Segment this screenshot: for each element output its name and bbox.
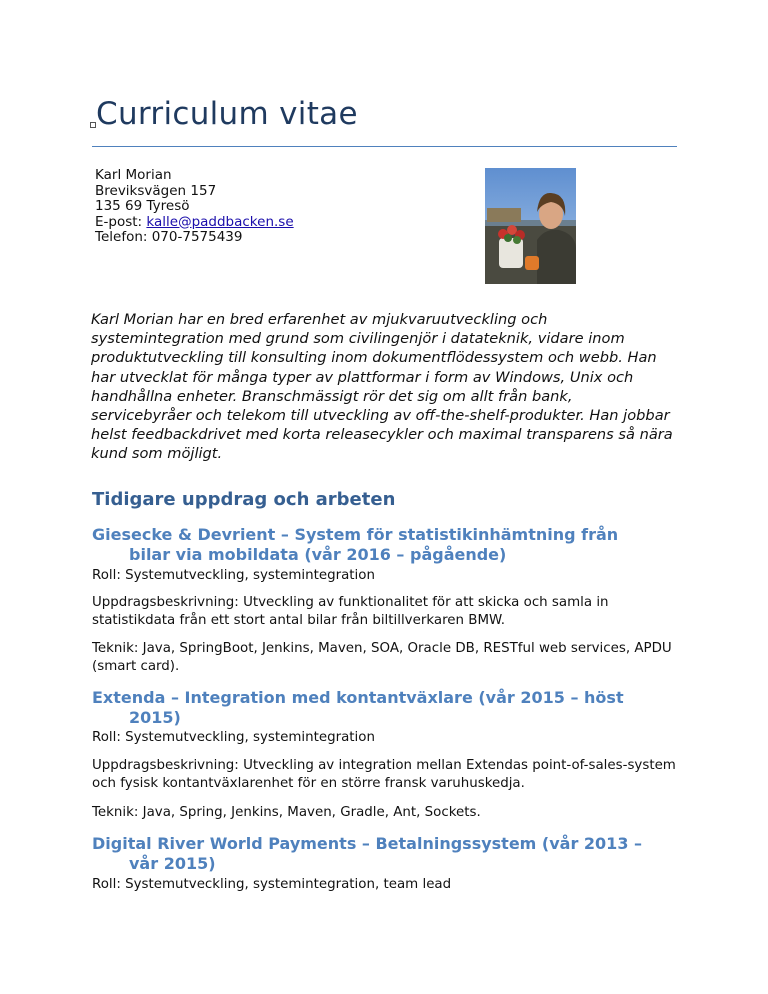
section-heading-experience: Tidigare uppdrag och arbeten — [92, 489, 396, 510]
contact-block — [95, 168, 294, 246]
entry-title-line1: Digital River World Payments – Betalningssystem (vår 2013 – — [92, 834, 643, 853]
title-block — [90, 94, 678, 134]
title-divider — [92, 146, 677, 147]
contact-phone: Telefon: 070-7575439 — [95, 229, 243, 245]
entry-title — [92, 525, 672, 565]
entry-title — [92, 834, 672, 874]
entry-description: Uppdragsbeskrivning: Utveckling av integration mellan Extendas point-of-sales-system och fysisk kontantväxlarenhet för en större fransk varuhuskedja. — [92, 758, 676, 791]
anchor-icon — [90, 122, 96, 128]
entry-title-line2: vår 2015) — [129, 854, 216, 873]
profile-photo — [485, 168, 576, 284]
contact-city: 135 69 Tyresö — [95, 198, 190, 214]
email-label: E-post: — [95, 213, 147, 230]
profile-summary: Karl Morian har en bred erfarenhet av mjukvaruutveckling och systemintegration med grund som civilingenjör i datateknik, vidare inom produktutveckling till konsulting inom dokumentflödessystem och webb. Han har utvecklat för många typer av plattformar i form av Windows, Unix och handhållna enheter. Branschmässigt rör det sig om allt från bank, servicebyråer och telekom till utveckling av off-the-shelf-produkter. Han jobbar helst feedbackdrivet med korta releasecykler och maximal transparens så nära kund som möjligt. — [91, 311, 673, 463]
entry-tech: Teknik: Java, Spring, Jenkins, Maven, Gradle, Ant, Sockets. — [92, 805, 481, 820]
entry-title-line1: Giesecke & Devrient – System för statistikinhämtning från — [92, 525, 619, 544]
profile-photo-image — [485, 168, 576, 284]
document-title: Curriculum vitae — [96, 96, 358, 132]
entry-title — [92, 688, 672, 728]
entry-description: Uppdragsbeskrivning: Utveckling av funktionalitet för att skicka och samla in statistikdata från ett stort antal bilar från biltillverkaren BMW. — [92, 595, 609, 628]
entry-tech: Teknik: Java, SpringBoot, Jenkins, Maven, SOA, Oracle DB, RESTful web services, APDU (smart card). — [92, 641, 672, 674]
contact-email-line — [95, 215, 294, 231]
entry-role: Roll: Systemutveckling, systemintegration, team lead — [92, 877, 452, 892]
entry-title-line2: 2015) — [129, 708, 181, 727]
entry-title-line2: bilar via mobildata (vår 2016 – pågående) — [129, 545, 507, 564]
entry-role: Roll: Systemutveckling, systemintegration — [92, 730, 375, 745]
contact-street: Breviksvägen 157 — [95, 182, 217, 199]
entry-role: Roll: Systemutveckling, systemintegration — [92, 568, 375, 583]
contact-name: Karl Morian — [95, 167, 172, 183]
entry-title-line1: Extenda – Integration med kontantväxlare (vår 2015 – höst — [92, 688, 624, 707]
email-link[interactable]: kalle@paddbacken.se — [146, 213, 294, 230]
